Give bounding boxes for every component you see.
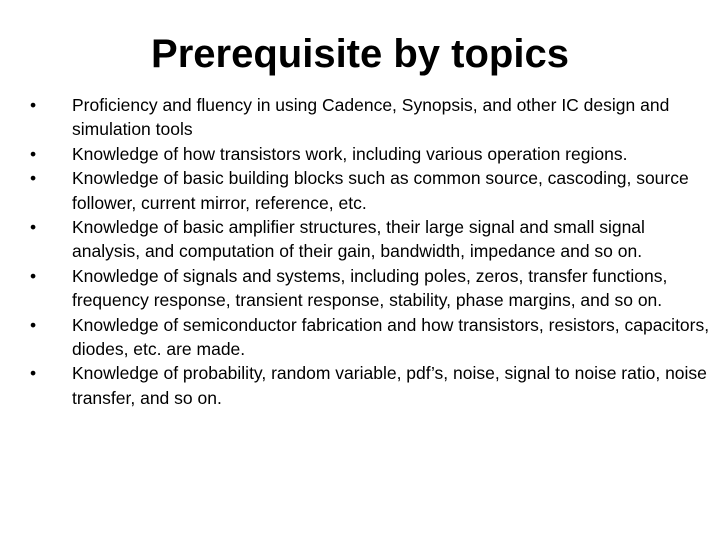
bullet-glyph: • [30,95,37,115]
bullet-item [30,215,710,264]
bullet-glyph: • [30,143,37,164]
bullet-glyph: • [30,217,37,238]
bullet-glyph: • [30,265,37,286]
bullet-list [30,93,710,410]
bullet-text: Knowledge of how transistors work, including various operation regions. [72,143,628,164]
bullet-glyph: • [30,363,37,384]
bullet-text: Proficiency and fluency in using Cadence, Synopsis, and other IC design and simulation tools [72,95,670,140]
bullet-item [30,361,710,410]
bullet-item [30,264,710,313]
bullet-item [30,93,710,142]
bullet-item [30,313,710,362]
bullet-text: Knowledge of probability, random variable, pdf’s, noise, signal to noise ratio, noise transfer, and so on. [72,363,707,408]
bullet-glyph: • [30,314,37,335]
bullet-text: Knowledge of signals and systems, including poles, zeros, transfer functions, frequency response, transient response, stability, phase margins, and so on. [72,265,668,311]
bullet-item [30,166,710,215]
bullet-text: Knowledge of basic building blocks such as common source, cascoding, source follower, current mirror, reference, etc. [72,168,689,213]
bullet-glyph: • [30,168,37,189]
bullet-text: Knowledge of basic amplifier structures, their large signal and small signal analysis, and computation of their gain, bandwidth, impedance and so on. [72,217,645,262]
bullet-item [30,142,710,166]
slide-title: Prerequisite by topics [151,32,569,76]
bullet-text: Knowledge of semiconductor fabrication and how transistors, resistors, capacitors, diodes, etc. are made. [72,314,710,360]
